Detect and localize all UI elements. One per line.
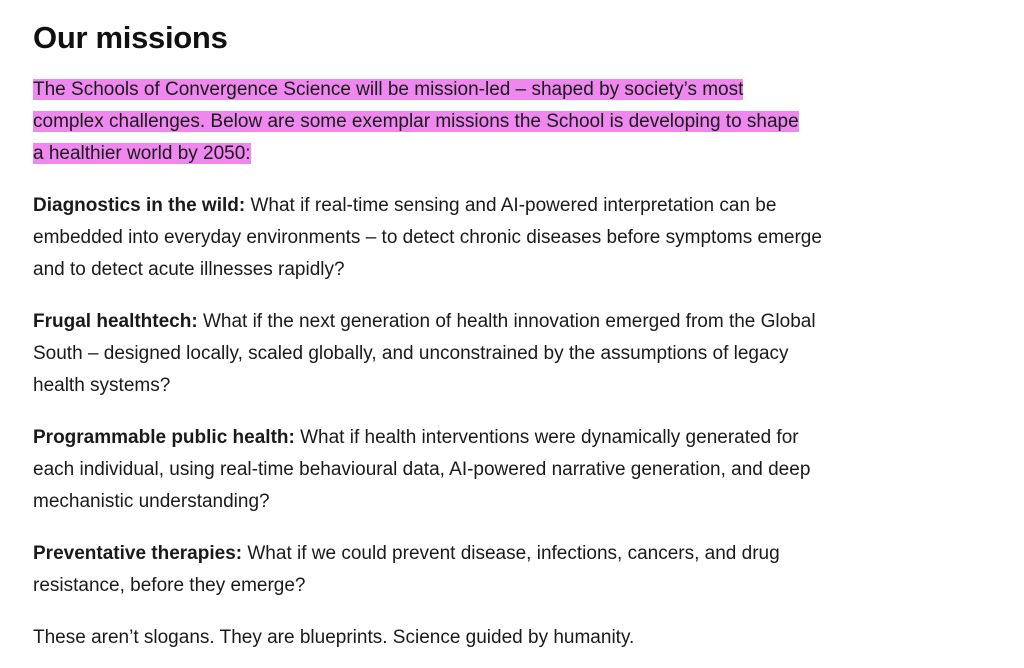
mission-programmable-public-health <box>33 422 833 518</box>
mission-term: Diagnostics in the wild: <box>33 195 246 216</box>
highlighted-text[interactable]: The Schools of Convergence Science will be mission-led – shaped by society’s most complex challenges. Below are some exemplar missions the School is developing to shape a healthier world by 2050: <box>33 79 799 164</box>
closing-statement: These aren’t slogans. They are blueprints. Science guided by humanity. <box>33 627 635 648</box>
mission-frugal-healthtech <box>33 306 833 402</box>
mission-description: What if real-time sensing and AI-powered interpretation can be embedded into everyday environments – to detect chronic diseases before symptoms emerge and to detect acute illnesses rapidly? <box>33 195 822 280</box>
article-content <box>33 18 833 654</box>
mission-term: Preventative therapies: <box>33 543 243 564</box>
mission-preventative-therapies <box>33 538 833 602</box>
mission-term: Programmable public health: <box>33 427 295 448</box>
mission-description: What if health interventions were dynamically generated for each individual, using real-time behavioural data, AI-powered narrative generation, and deep mechanistic understanding? <box>33 427 811 512</box>
mission-description: What if we could prevent disease, infections, cancers, and drug resistance, before they emerge? <box>33 543 780 596</box>
mission-description: What if the next generation of health innovation emerged from the Global South – designed locally, scaled globally, and unconstrained by the assumptions of legacy health systems? <box>33 311 816 396</box>
intro-paragraph <box>33 74 813 170</box>
mission-term: Frugal healthtech: <box>33 311 198 332</box>
section-heading: Our missions <box>33 20 228 55</box>
mission-diagnostics <box>33 190 833 286</box>
